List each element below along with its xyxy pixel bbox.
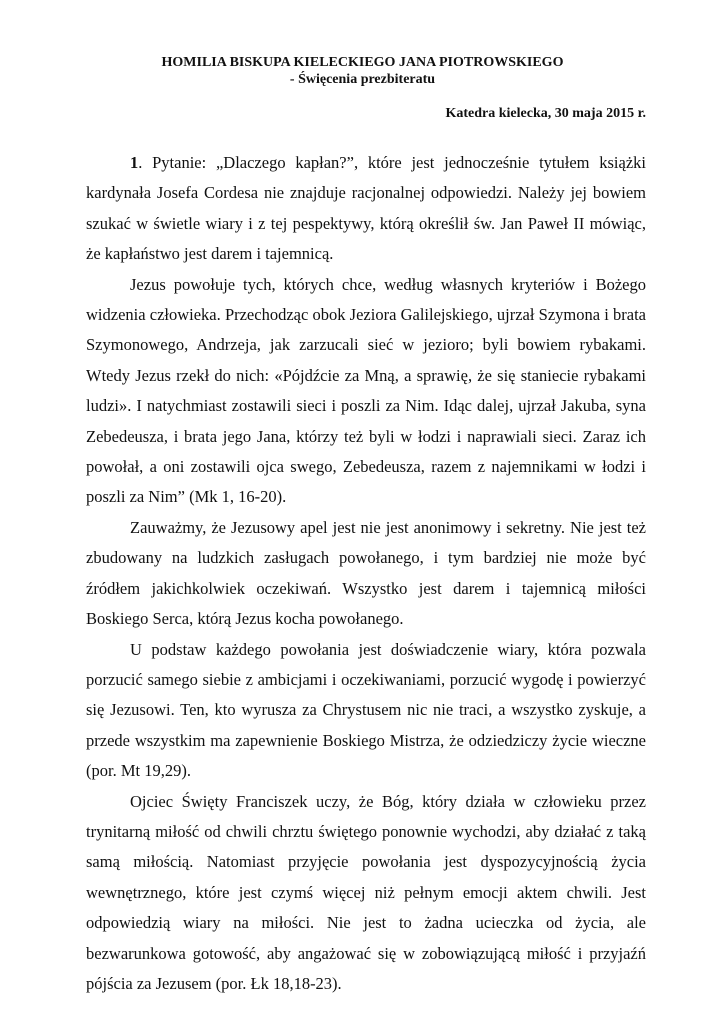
paragraph-1 (86, 148, 646, 270)
paragraph-5: Ojciec Święty Franciszek uczy, że Bóg, który działa w człowieku przez trynitarną miłość od chwili chrztu świętego ponownie wychodzi, aby działać z taką samą miłością. Natomiast przyjęcie powołania jest dyspozycyjnością życia wewnętrznego, które jest czymś więcej niż pełnym emocji aktem chwili. Jest odpowiedzią wiary na miłości. Nie jest to żadna ucieczka od życia, ale bezwarunkowa gotowość, aby angażować się w zobowiązującą miłość i przyjaźń pójścia za Jezusem (por. Łk 18,18-23). (86, 791, 646, 993)
paragraph-2: Jezus powołuje tych, których chce, według własnych kryteriów i Bożego widzenia człowieka. Przechodząc obok Jeziora Galilejskiego, ujrzał Szymona i brata Szymonowego, Andrzeja, jak zarzucali sieć w jezioro; byli bowiem rybakami. Wtedy Jezus rzekł do nich: «Pójdźcie za Mną, a sprawię, że się staniecie rybakami ludzi». I natychmiast zostawili sieci i poszli za Nim. Idąc dalej, ujrzał Jakuba, syna Zebedeusza, i brata jego Jana, którzy też byli w łodzi i naprawiali sieci. Zaraz ich powołał, a oni zostawili ojca swego, Zebedeusza, razem z najemnikami w łodzi i poszli za Nim” (Mk 1, 16-20). (86, 274, 646, 507)
section-number: 1 (130, 153, 139, 172)
document-subtitle: - Święcenia prezbiteratu (289, 72, 436, 87)
paragraph-1-text: . Pytanie: „Dlaczego kapłan?”, które jest jednocześnie tytułem książki kardynała Josefa Cordesa nie znajduje racjonalnej odpowiedzi. Należy jej bowiem szukać w świetle wiary i z tej pespektywy, którą określił św. Jan Paweł II mówiąc, że kapłaństwo jest darem i tajemnicą. (86, 153, 646, 264)
paragraph-4: U podstaw każdego powołania jest doświadczenie wiary, która pozwala porzucić samego siebie z ambicjami i oczekiwaniami, porzucić wygodę i powierzyć się Jezusowi. Ten, kto wyrusza za Chrystusem nic nie traci, a wszystko zyskuje, a przede wszystkim ma zapewnienie Boskiego Mistrza, że odziedziczy życie wieczne (por. Mt 19,29). (86, 639, 646, 781)
place-date: Katedra kielecka, 30 maja 2015 r. (445, 106, 646, 121)
paragraph-3: Zauważmy, że Jezusowy apel jest nie jest anonimowy i sekretny. Nie jest też zbudowany na ludzkich zasługach powołanego, i tym bardziej nie może być źródłem jakichkolwiek oczekiwań. Wszystko jest darem i tajemnicą miłości Boskiego Serca, którą Jezus kocha powołanego. (86, 517, 646, 629)
document-title: HOMILIA BISKUPA KIELECKIEGO JANA PIOTROWSKIEGO (161, 55, 564, 70)
homily-body (86, 148, 646, 999)
